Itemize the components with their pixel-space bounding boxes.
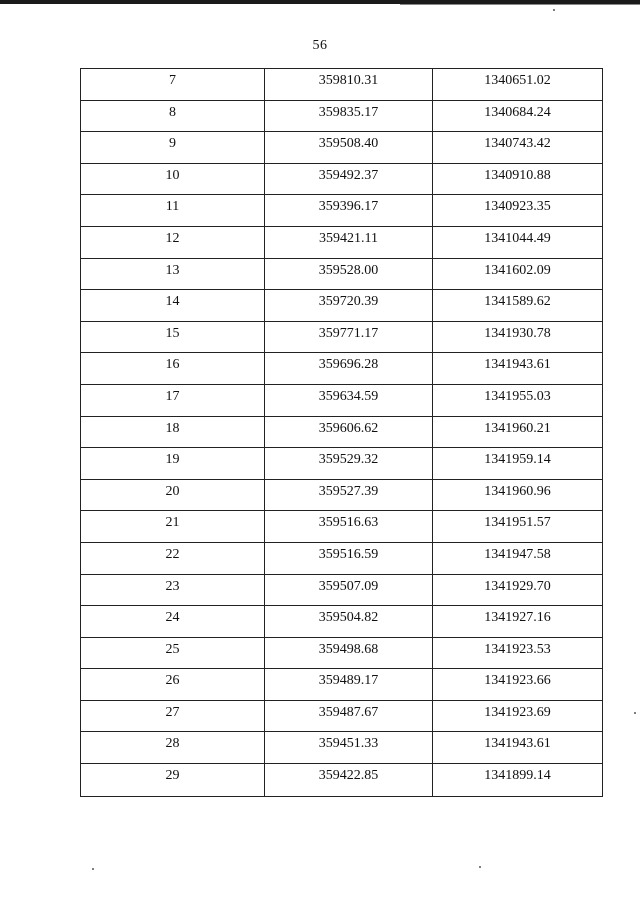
point-number-cell: 17 xyxy=(81,384,265,416)
point-number-cell: 8 xyxy=(81,100,265,132)
table-row xyxy=(81,542,603,574)
table-row xyxy=(81,669,603,701)
table-row xyxy=(81,764,603,797)
point-number-cell: 15 xyxy=(81,321,265,353)
top-border-rule-tail xyxy=(400,4,640,5)
x-coordinate-cell: 359771.17 xyxy=(265,321,433,353)
y-coordinate-cell: 1341960.96 xyxy=(433,479,603,511)
table-row xyxy=(81,132,603,164)
point-number-cell: 27 xyxy=(81,700,265,732)
x-coordinate-cell: 359516.59 xyxy=(265,542,433,574)
x-coordinate-cell: 359835.17 xyxy=(265,100,433,132)
y-coordinate-cell: 1341923.53 xyxy=(433,637,603,669)
point-number-cell: 12 xyxy=(81,226,265,258)
table-row xyxy=(81,353,603,385)
table-row xyxy=(81,732,603,764)
y-coordinate-cell: 1341960.21 xyxy=(433,416,603,448)
point-number-cell: 10 xyxy=(81,163,265,195)
x-coordinate-cell: 359421.11 xyxy=(265,226,433,258)
y-coordinate-cell: 1341951.57 xyxy=(433,511,603,543)
x-coordinate-cell: 359529.32 xyxy=(265,448,433,480)
x-coordinate-cell: 359396.17 xyxy=(265,195,433,227)
point-number-cell: 9 xyxy=(81,132,265,164)
point-number-cell: 14 xyxy=(81,290,265,322)
x-coordinate-cell: 359720.39 xyxy=(265,290,433,322)
point-number-cell: 20 xyxy=(81,479,265,511)
y-coordinate-cell: 1340743.42 xyxy=(433,132,603,164)
y-coordinate-cell: 1341930.78 xyxy=(433,321,603,353)
table-row xyxy=(81,321,603,353)
y-coordinate-cell: 1341899.14 xyxy=(433,764,603,797)
x-coordinate-cell: 359422.85 xyxy=(265,764,433,797)
table-row xyxy=(81,69,603,101)
point-number-cell: 23 xyxy=(81,574,265,606)
coordinates-table xyxy=(80,68,603,797)
y-coordinate-cell: 1341602.09 xyxy=(433,258,603,290)
scan-speck xyxy=(92,868,94,870)
table-row xyxy=(81,226,603,258)
point-number-cell: 21 xyxy=(81,511,265,543)
x-coordinate-cell: 359696.28 xyxy=(265,353,433,385)
table-row xyxy=(81,606,603,638)
x-coordinate-cell: 359634.59 xyxy=(265,384,433,416)
y-coordinate-cell: 1341923.69 xyxy=(433,700,603,732)
coordinates-table-body xyxy=(81,69,603,797)
page-number: 56 xyxy=(312,38,328,53)
scan-speck xyxy=(479,866,481,868)
point-number-cell: 11 xyxy=(81,195,265,227)
x-coordinate-cell: 359451.33 xyxy=(265,732,433,764)
y-coordinate-cell: 1341943.61 xyxy=(433,353,603,385)
y-coordinate-cell: 1341955.03 xyxy=(433,384,603,416)
y-coordinate-cell: 1341959.14 xyxy=(433,448,603,480)
x-coordinate-cell: 359492.37 xyxy=(265,163,433,195)
x-coordinate-cell: 359516.63 xyxy=(265,511,433,543)
table-row xyxy=(81,100,603,132)
table-row xyxy=(81,416,603,448)
point-number-cell: 24 xyxy=(81,606,265,638)
y-coordinate-cell: 1341929.70 xyxy=(433,574,603,606)
point-number-cell: 29 xyxy=(81,764,265,797)
x-coordinate-cell: 359498.68 xyxy=(265,637,433,669)
table-row xyxy=(81,700,603,732)
table-row xyxy=(81,637,603,669)
point-number-cell: 13 xyxy=(81,258,265,290)
point-number-cell: 25 xyxy=(81,637,265,669)
y-coordinate-cell: 1341927.16 xyxy=(433,606,603,638)
y-coordinate-cell: 1340651.02 xyxy=(433,69,603,101)
y-coordinate-cell: 1340684.24 xyxy=(433,100,603,132)
x-coordinate-cell: 359504.82 xyxy=(265,606,433,638)
table-row xyxy=(81,163,603,195)
x-coordinate-cell: 359489.17 xyxy=(265,669,433,701)
x-coordinate-cell: 359606.62 xyxy=(265,416,433,448)
scan-speck xyxy=(634,712,636,714)
point-number-cell: 28 xyxy=(81,732,265,764)
x-coordinate-cell: 359528.00 xyxy=(265,258,433,290)
scan-speck xyxy=(553,9,555,11)
table-row xyxy=(81,448,603,480)
point-number-cell: 16 xyxy=(81,353,265,385)
y-coordinate-cell: 1341044.49 xyxy=(433,226,603,258)
y-coordinate-cell: 1341947.58 xyxy=(433,542,603,574)
y-coordinate-cell: 1341943.61 xyxy=(433,732,603,764)
table-row xyxy=(81,195,603,227)
point-number-cell: 18 xyxy=(81,416,265,448)
y-coordinate-cell: 1341923.66 xyxy=(433,669,603,701)
point-number-cell: 22 xyxy=(81,542,265,574)
point-number-cell: 7 xyxy=(81,69,265,101)
table-row xyxy=(81,384,603,416)
y-coordinate-cell: 1340923.35 xyxy=(433,195,603,227)
x-coordinate-cell: 359508.40 xyxy=(265,132,433,164)
table-row xyxy=(81,479,603,511)
table-row xyxy=(81,290,603,322)
table-row xyxy=(81,258,603,290)
y-coordinate-cell: 1340910.88 xyxy=(433,163,603,195)
point-number-cell: 19 xyxy=(81,448,265,480)
table-row xyxy=(81,574,603,606)
table-row xyxy=(81,511,603,543)
y-coordinate-cell: 1341589.62 xyxy=(433,290,603,322)
x-coordinate-cell: 359527.39 xyxy=(265,479,433,511)
x-coordinate-cell: 359507.09 xyxy=(265,574,433,606)
point-number-cell: 26 xyxy=(81,669,265,701)
x-coordinate-cell: 359810.31 xyxy=(265,69,433,101)
x-coordinate-cell: 359487.67 xyxy=(265,700,433,732)
